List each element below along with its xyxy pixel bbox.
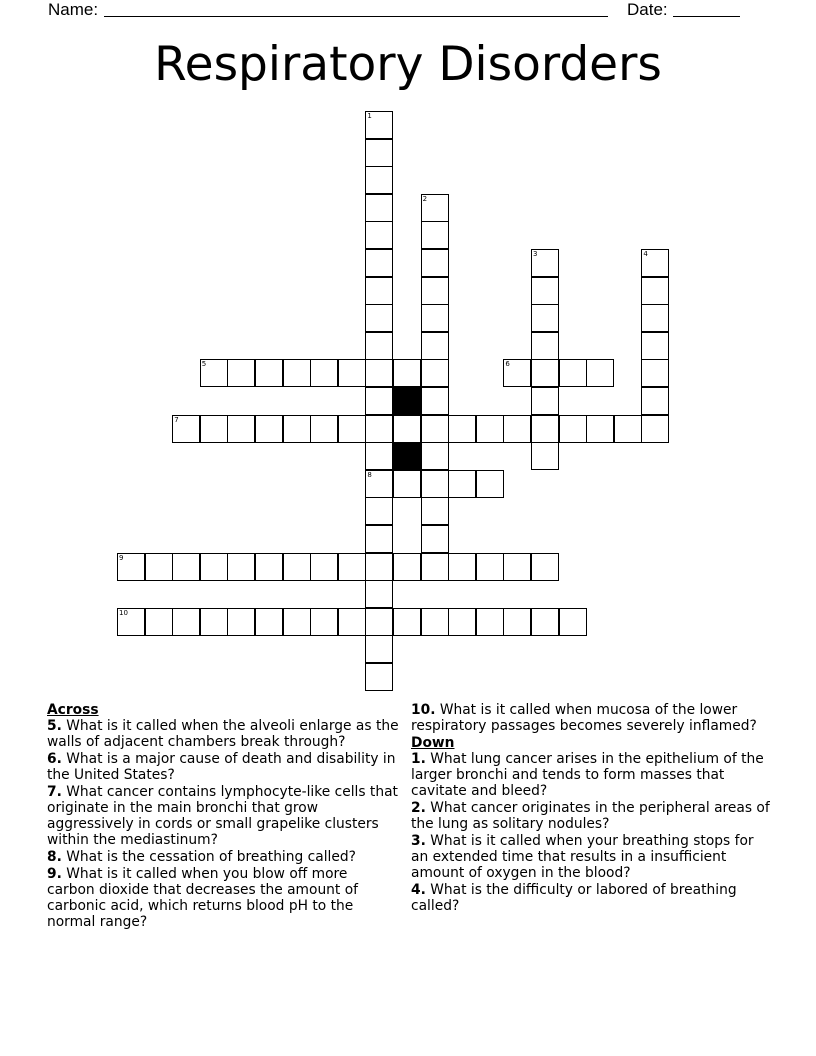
clue-text: What cancer contains lymphocyte-like cells that originate in the main bronchi that grow aggressively in cords or small grapelike clusters within the mediastinum?	[47, 784, 398, 848]
grid-cell[interactable]	[365, 249, 393, 277]
grid-cell[interactable]	[641, 332, 669, 360]
grid-cell[interactable]	[200, 415, 228, 443]
grid-cell[interactable]	[448, 608, 476, 636]
grid-cell[interactable]	[172, 553, 200, 581]
grid-cell[interactable]	[117, 608, 145, 636]
cell-number: 4	[643, 250, 648, 258]
clue-number: 4.	[411, 882, 426, 898]
cell-number: 9	[119, 553, 124, 562]
grid-cell[interactable]	[448, 470, 476, 498]
grid-cell[interactable]	[365, 277, 393, 305]
grid-cell[interactable]	[365, 608, 393, 636]
clue-number: 3.	[411, 833, 426, 849]
grid-cell[interactable]	[531, 359, 559, 387]
grid-cell[interactable]	[421, 553, 449, 581]
grid-cell[interactable]	[283, 553, 311, 581]
clue-number: 6.	[47, 751, 62, 767]
grid-cell[interactable]	[200, 553, 228, 581]
grid-cell[interactable]	[365, 580, 393, 608]
grid-cell[interactable]	[641, 415, 669, 443]
clue-across-5	[47, 718, 399, 750]
grid-cell[interactable]	[503, 608, 531, 636]
grid-cell[interactable]	[448, 553, 476, 581]
grid-cell[interactable]	[365, 166, 393, 194]
grid-cell[interactable]	[421, 608, 449, 636]
grid-cell[interactable]	[200, 359, 228, 387]
clue-text: What is it called when the alveoli enlarge as the walls of adjacent chambers break through?	[47, 718, 399, 750]
grid-cell[interactable]	[365, 415, 393, 443]
grid-cell[interactable]	[503, 415, 531, 443]
grid-cell[interactable]	[421, 332, 449, 360]
grid-cell[interactable]	[559, 608, 587, 636]
grid-cell[interactable]	[255, 359, 283, 387]
clue-down-3	[411, 833, 773, 881]
cell-number: 3	[533, 250, 538, 258]
grid-cell[interactable]	[255, 608, 283, 636]
grid-cell[interactable]	[227, 608, 255, 636]
grid-cell[interactable]	[310, 608, 338, 636]
grid-cell[interactable]	[531, 608, 559, 636]
grid-cell[interactable]	[338, 415, 366, 443]
grid-block	[393, 387, 421, 415]
grid-cell[interactable]	[145, 553, 173, 581]
clues-left-column	[47, 702, 399, 931]
cell-number: 8	[367, 470, 372, 479]
grid-cell[interactable]	[641, 359, 669, 387]
grid-cell[interactable]	[365, 663, 393, 691]
clue-down-2	[411, 800, 773, 832]
grid-cell[interactable]	[531, 249, 559, 277]
grid-cell[interactable]	[365, 387, 393, 415]
grid-cell[interactable]	[172, 415, 200, 443]
grid-cell[interactable]	[365, 553, 393, 581]
page-title: Respiratory Disorders	[154, 37, 662, 92]
grid-cell[interactable]	[586, 359, 614, 387]
grid-cell[interactable]	[559, 359, 587, 387]
grid-cell[interactable]	[421, 415, 449, 443]
grid-cell[interactable]	[531, 442, 559, 470]
grid-cell[interactable]	[503, 553, 531, 581]
grid-cell[interactable]	[227, 553, 255, 581]
clue-number: 5.	[47, 718, 62, 734]
grid-cell[interactable]	[393, 553, 421, 581]
grid-cell[interactable]	[614, 415, 642, 443]
grid-cell[interactable]	[476, 553, 504, 581]
grid-cell[interactable]	[365, 470, 393, 498]
cell-number: 5	[201, 360, 207, 369]
clue-number: 10.	[411, 702, 436, 718]
grid-cell[interactable]	[393, 608, 421, 636]
clue-number: 7.	[47, 784, 62, 800]
grid-cell[interactable]	[365, 139, 393, 167]
clue-across-6	[47, 751, 399, 783]
grid-cell[interactable]	[559, 415, 587, 443]
grid-cell[interactable]	[365, 359, 393, 387]
clue-text: What is a major cause of death and disability in the United States?	[47, 751, 396, 783]
grid-cell[interactable]	[365, 221, 393, 249]
clue-number: 1.	[411, 751, 426, 767]
clue-across-7	[47, 784, 399, 848]
date-label: Date:	[627, 0, 668, 19]
grid-cell[interactable]	[365, 525, 393, 553]
grid-cell[interactable]	[421, 249, 449, 277]
grid-cell[interactable]	[586, 415, 614, 443]
grid-cell[interactable]	[421, 194, 449, 222]
clue-down-1	[411, 751, 773, 799]
grid-cell[interactable]	[503, 359, 531, 387]
grid-cell[interactable]	[476, 415, 504, 443]
grid-cell[interactable]	[338, 608, 366, 636]
grid-cell[interactable]	[641, 304, 669, 332]
clue-across-10	[411, 702, 773, 734]
down-heading: Down	[411, 735, 455, 751]
grid-cell[interactable]	[310, 415, 338, 443]
grid-cell[interactable]	[200, 608, 228, 636]
grid-cell[interactable]	[531, 304, 559, 332]
clue-across-8	[47, 849, 399, 865]
grid-cell[interactable]	[421, 442, 449, 470]
grid-cell[interactable]	[421, 221, 449, 249]
grid-cell[interactable]	[365, 304, 393, 332]
grid-cell[interactable]	[365, 194, 393, 222]
clue-down-4	[411, 882, 773, 914]
grid-cell[interactable]	[421, 525, 449, 553]
grid-cell[interactable]	[365, 442, 393, 470]
grid-cell[interactable]	[310, 359, 338, 387]
grid-cell[interactable]	[393, 415, 421, 443]
grid-cell[interactable]	[421, 387, 449, 415]
grid-cell[interactable]	[421, 470, 449, 498]
grid-cell[interactable]	[145, 608, 173, 636]
grid-cell[interactable]	[421, 359, 449, 387]
grid-cell[interactable]	[421, 304, 449, 332]
grid-cell[interactable]	[531, 553, 559, 581]
grid-cell[interactable]	[365, 332, 393, 360]
grid-cell[interactable]	[531, 277, 559, 305]
grid-cell[interactable]	[365, 497, 393, 525]
cell-number: 7	[174, 415, 179, 424]
grid-cell[interactable]	[172, 608, 200, 636]
grid-cell[interactable]	[476, 470, 504, 498]
clues-right-column	[411, 702, 773, 915]
clue-text: What cancer originates in the peripheral areas of the lung as solitary nodules?	[411, 800, 770, 832]
clue-number: 2.	[411, 800, 426, 816]
name-label: Name:	[48, 0, 99, 19]
grid-cell[interactable]	[338, 359, 366, 387]
grid-cell[interactable]	[365, 635, 393, 663]
clue-across-9	[47, 866, 399, 930]
grid-cell[interactable]	[393, 470, 421, 498]
grid-cell[interactable]	[283, 415, 311, 443]
grid-cell[interactable]	[421, 277, 449, 305]
grid-cell[interactable]	[338, 553, 366, 581]
clue-number: 9.	[47, 866, 62, 882]
clue-number: 8.	[47, 849, 62, 865]
grid-cell[interactable]	[641, 249, 669, 277]
clue-text: What is it called when your breathing stops for an extended time that results in a insufficient amount of oxygen in the blood?	[411, 833, 754, 881]
grid-block	[393, 442, 421, 470]
cell-number: 10	[119, 608, 128, 617]
clue-text: What is the cessation of breathing called?	[66, 849, 356, 865]
grid-cell[interactable]	[393, 359, 421, 387]
across-heading: Across	[47, 702, 99, 718]
grid-cell[interactable]	[227, 415, 255, 443]
grid-cell[interactable]	[283, 608, 311, 636]
cell-number: 2	[422, 194, 428, 203]
grid-cell[interactable]	[448, 415, 476, 443]
cell-number: 6	[505, 360, 510, 369]
grid-cell[interactable]	[365, 111, 393, 139]
grid-cell[interactable]	[476, 608, 504, 636]
grid-cell[interactable]	[255, 553, 283, 581]
grid-cell[interactable]	[117, 553, 145, 581]
cell-number: 1	[367, 112, 372, 120]
grid-cell[interactable]	[641, 387, 669, 415]
clue-text: What lung cancer arises in the epithelium of the larger bronchi and tends to form masses that cavitate and bleed?	[411, 751, 764, 799]
grid-cell[interactable]	[421, 497, 449, 525]
clue-text: What is the difficulty or labored of breathing called?	[411, 882, 737, 914]
grid-cell[interactable]	[227, 359, 255, 387]
grid-cell[interactable]	[531, 387, 559, 415]
grid-cell[interactable]	[283, 359, 311, 387]
grid-cell[interactable]	[641, 277, 669, 305]
grid-cell[interactable]	[255, 415, 283, 443]
clue-text: What is it called when mucosa of the lower respiratory passages becomes severely inflamed?	[411, 702, 757, 734]
grid-cell[interactable]	[531, 415, 559, 443]
grid-cell[interactable]	[531, 332, 559, 360]
grid-cell[interactable]	[310, 553, 338, 581]
clue-text: What is it called when you blow off more carbon dioxide that decreases the amount of carbonic acid, which returns blood pH to the normal range?	[47, 866, 359, 930]
